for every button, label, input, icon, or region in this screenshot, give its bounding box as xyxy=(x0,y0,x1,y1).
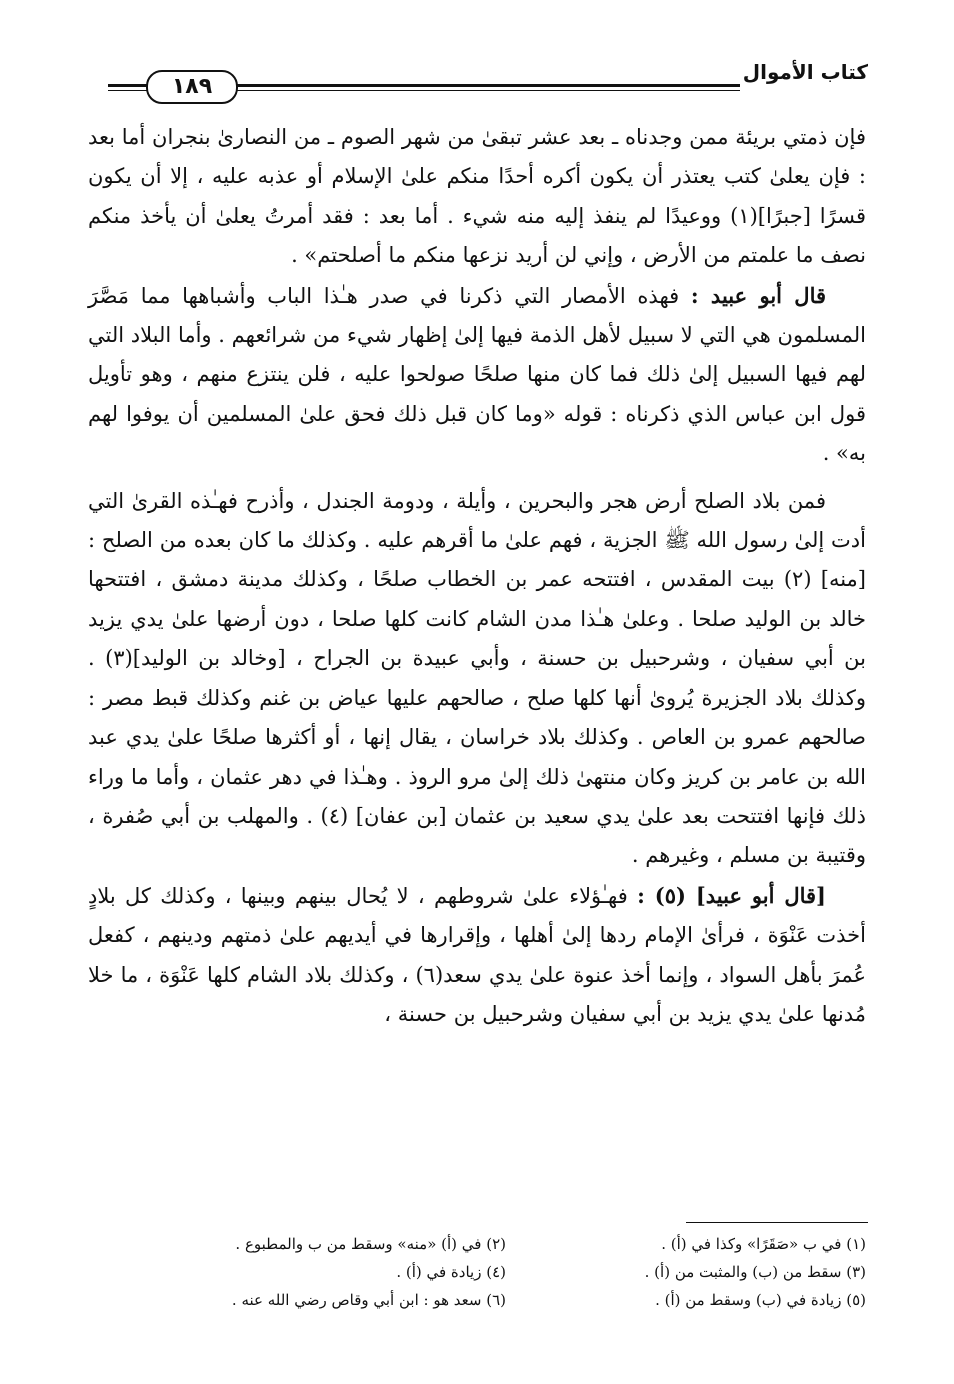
footnote-5: (٥) زيادة في (ب) وسقط من (أ) . xyxy=(655,1291,866,1309)
body-text xyxy=(88,118,866,1034)
paragraph-3: فمن بلاد الصلح أرض هجر والبحرين ، وأيلة ، ودومة الجندل ، وأذرح فهـٰذه القرىٰ التي أدت إلىٰ رسول الله ﷺ الجزية ، فهم علىٰ ما أقرهم عليه . وكذلك ما كان بعده من الصلح : [منه] (٢) بيت المقدس ، افتتحه عمر بن الخطاب صلحًا ، وكذلك مدينة دمشق ، افتتحها خالد بن الوليد صلحا . وعلىٰ هـٰذا مدن الشام كانت كلها صلحا ، دون أرضها علىٰ يدي يزيد بن أبي سفيان ، وشرحبيل بن حسنة ، وأبي عبيدة بن الجراح ، [وخالد بن الوليد](٣) . وكذلك بلاد الجزيرة يُروىٰ أنها كلها صلح ، صالحهم عليها عياض بن غنم وكذلك قبط مصر : صالحهم عمرو بن العاص . وكذلك بلاد خراسان ، يقال إنها ، أو أكثرها صلحًا علىٰ يدي عبد الله بن عامر بن كريز وكان منتهىٰ ذلك إلىٰ مرو الروذ . وهـٰذا في دهر عثمان ، وأما ما وراء ذلك فإنها افتتحت بعد علىٰ يدي سعيد بن عثمان [بن عفان] (٤) . والمهلب بن أبي صُفرة ، وقتيبة بن مسلم ، وغيرهم . xyxy=(88,488,867,868)
page-header xyxy=(108,58,868,106)
speaker-lead: [قال أبو عبيد] (٥) : xyxy=(637,882,826,908)
footnotes-left-column xyxy=(176,1230,506,1314)
paragraph-2 xyxy=(88,276,866,474)
paragraph-4 xyxy=(88,876,866,1035)
footnote-4: (٤) زيادة في (أ) . xyxy=(396,1263,506,1281)
book-title: كتاب الأموال xyxy=(742,60,868,84)
footnote-6: (٦) سعد هو : ابن أبي وقاص رضي الله عنه . xyxy=(231,1291,506,1309)
footnote-1: (١) في ب «صَقَرًا» وكذا في (أ) . xyxy=(661,1235,866,1253)
footnote-rule xyxy=(686,1222,868,1223)
page-number-badge: ١٨٩ xyxy=(146,70,238,104)
footnotes-right-column xyxy=(536,1230,866,1314)
footnote-2: (٢) في (أ) «منه» وسقط من ب والمطبوع . xyxy=(235,1235,506,1253)
footnote-3: (٣) سقط من (ب) والمثبت من (أ) . xyxy=(644,1263,866,1281)
paragraph-2-text: فهذه الأمصار التي ذكرنا في صدر هـٰذا الباب وأشباهها مما مَصَّرَ المسلمون هي التي لا سبيل لأهل الذمة فيها إلىٰ إظهار شيء من شرائعهم . وأما البلاد التي لهم فيها السبيل إلىٰ ذلك فما كان منها صلحًا صولحوا عليه ، فلن ينتزع منهم ، وهو تأويل قول ابن عباس الذي ذكرناه : قوله «وما كان قبل ذلك فحق علىٰ المسلمين أن يوفوا لهم به» . xyxy=(88,283,866,466)
paragraph-4-text: فهـٰؤلاء علىٰ شروطهم ، لا يُحال بينهم وبينها ، وكذلك كل بلادٍ أخذت عَنْوَة ، فرأىٰ الإمام ردها إلىٰ أهلها ، وإقرارها في أيديهم علىٰ ذمتهم ودينهم ، كفعل عُمرَ بأهل السواد ، وإنما أخذ عنوة علىٰ يدي سعد(٦) ، وكذلك بلاد الشام كلها عَنْوَة ، ما خلا مُدنها علىٰ يدي يزيد بن أبي سفيان وشرحبيل بن حسنة ، xyxy=(88,883,866,1026)
paragraph-1: فإن ذمتي بريئة ممن وجدناه ـ بعد عشر تبقىٰ من شهر الصوم ـ من النصارىٰ بنجران أما بعد : فإن يعلىٰ كتب يعتذر أن يكون أكره أحدًا منكم علىٰ الإسلام أو عذبه عليه ، إلا أن يكون قسرًا [جبرًا](١) ووعيدًا لم ينفذ إليه منه شيء . أما بعد : فقد أمرتُ يعلىٰ أن يأخذ منكم نصف ما علمتم من الأرض ، وإني لن أريد نزعها منكم ما أصلحتم» . xyxy=(88,125,866,268)
speaker-lead: قال أبو عبيد : xyxy=(690,282,826,308)
